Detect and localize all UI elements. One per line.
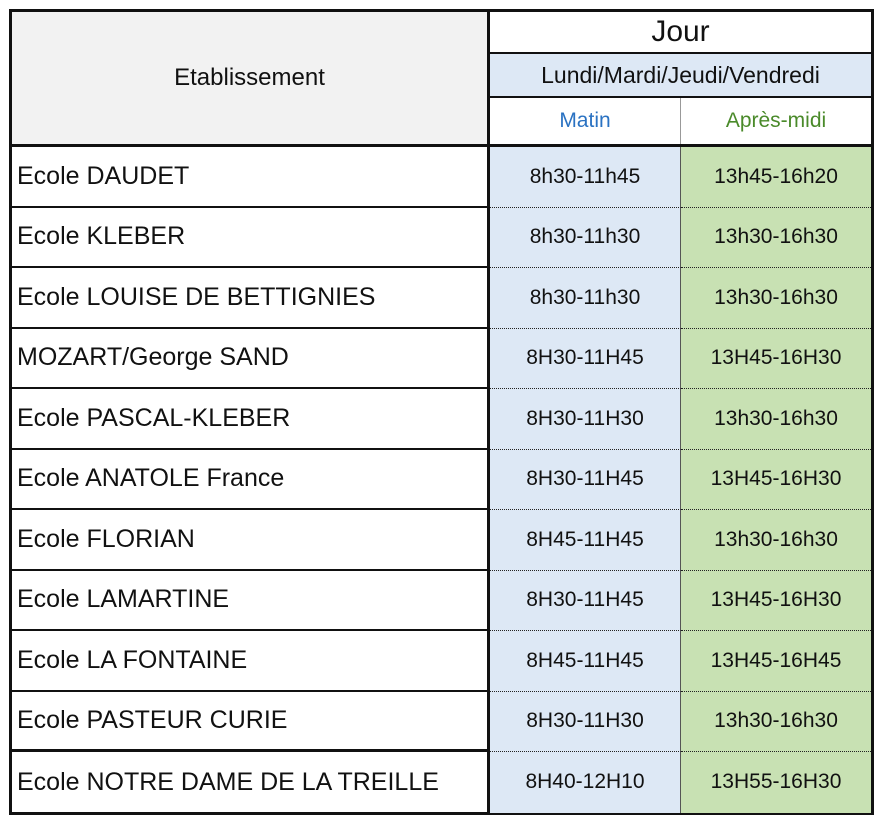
school-name: Ecole PASCAL-KLEBER <box>12 389 490 450</box>
apres-midi-hours: 13h30-16h30 <box>681 389 871 450</box>
matin-hours: 8H45-11H45 <box>490 510 681 571</box>
matin-hours: 8H45-11H45 <box>490 631 681 692</box>
table-row <box>12 329 871 390</box>
school-name: Ecole KLEBER <box>12 208 490 269</box>
apres-midi-hours: 13h30-16h30 <box>681 268 871 329</box>
apres-midi-hours: 13H45-16H30 <box>681 329 871 390</box>
table-row <box>12 147 871 208</box>
apres-midi-hours: 13h30-16h30 <box>681 692 871 753</box>
school-name: MOZART/George SAND <box>12 329 490 390</box>
table-row <box>12 631 871 692</box>
apres-midi-hours: 13H45-16H30 <box>681 450 871 511</box>
matin-hours: 8H30-11H45 <box>490 450 681 511</box>
header-etablissement: Etablissement <box>12 12 490 144</box>
school-name: Ecole LAMARTINE <box>12 571 490 632</box>
school-name: Ecole NOTRE DAME DE LA TREILLE <box>12 752 490 813</box>
table-row <box>12 389 871 450</box>
school-name: Ecole ANATOLE France <box>12 450 490 511</box>
schedule-table <box>9 9 874 815</box>
matin-hours: 8h30-11h45 <box>490 147 681 208</box>
table-row <box>12 208 871 269</box>
matin-hours: 8H30-11H45 <box>490 571 681 632</box>
apres-midi-hours: 13h30-16h30 <box>681 510 871 571</box>
matin-hours: 8H30-11H30 <box>490 692 681 753</box>
apres-midi-hours: 13H45-16H30 <box>681 571 871 632</box>
table-row <box>12 510 871 571</box>
matin-hours: 8h30-11h30 <box>490 268 681 329</box>
header-matin: Matin <box>490 98 681 144</box>
table-row <box>12 752 871 813</box>
matin-hours: 8H40-12H10 <box>490 752 681 813</box>
header-jour: Jour <box>490 12 871 54</box>
apres-midi-hours: 13h45-16h20 <box>681 147 871 208</box>
apres-midi-hours: 13h30-16h30 <box>681 208 871 269</box>
school-name: Ecole LOUISE DE BETTIGNIES <box>12 268 490 329</box>
apres-midi-hours: 13H45-16H45 <box>681 631 871 692</box>
matin-hours: 8H30-11H30 <box>490 389 681 450</box>
table-row <box>12 450 871 511</box>
header-apres-midi: Après-midi <box>725 109 827 132</box>
school-name: Ecole FLORIAN <box>12 510 490 571</box>
matin-hours: 8H30-11H45 <box>490 329 681 390</box>
table-row <box>12 692 871 753</box>
apres-midi-hours: 13H55-16H30 <box>681 752 871 813</box>
header-days: Lundi/Mardi/Jeudi/Vendredi <box>490 54 871 98</box>
table-row <box>12 268 871 329</box>
matin-hours: 8h30-11h30 <box>490 208 681 269</box>
table-row <box>12 571 871 632</box>
school-name: Ecole DAUDET <box>12 147 490 208</box>
table-body <box>12 147 871 812</box>
school-name: Ecole PASTEUR CURIE <box>12 692 490 753</box>
school-name: Ecole LA FONTAINE <box>12 631 490 692</box>
